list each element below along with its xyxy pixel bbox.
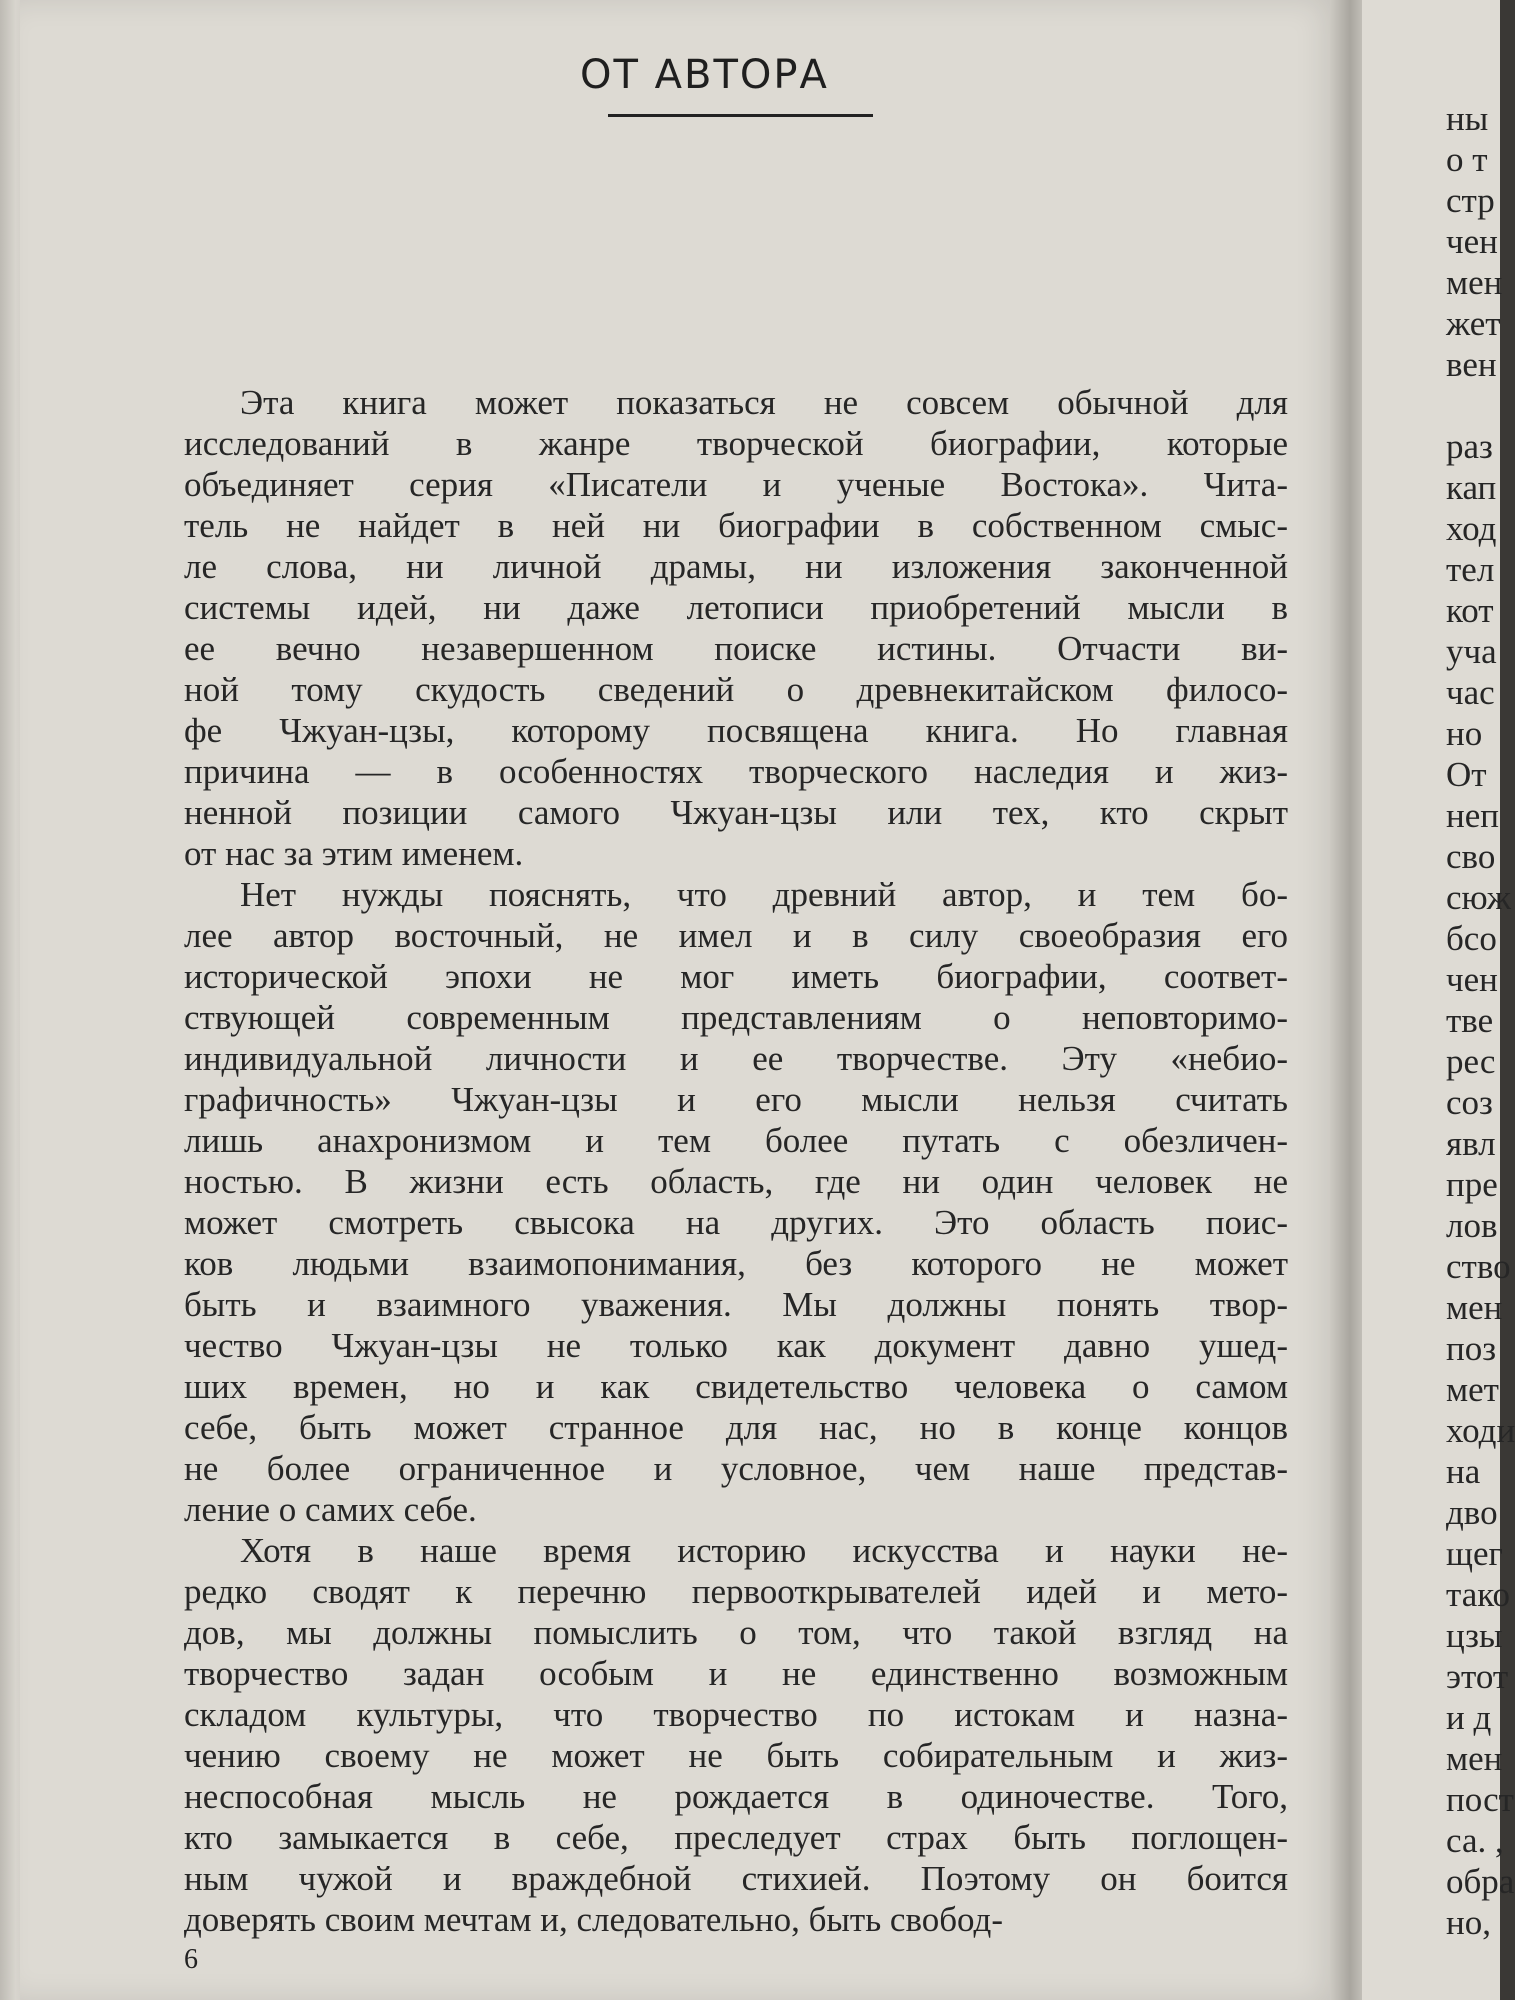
right-page-fragment: но, [1446,1903,1491,1942]
right-page-fragment: кап [1446,468,1497,507]
text-line: себе, быть может странное для нас, но в конце концов [184,1408,1288,1447]
text-line: причина — в особенностях творческого наследия и жиз- [184,752,1288,791]
text-line: ным чужой и враждебной стихией. Поэтому он боится [184,1859,1288,1898]
text-line: от нас за этим именем. [184,834,524,873]
right-page-fragment: поз [1446,1329,1497,1368]
right-page-fragment: бсо [1446,919,1497,958]
right-page-fragment: щег [1446,1534,1503,1573]
right-page-fragment: ход [1446,509,1497,548]
text-line: неспособная мысль не рождается в одиночестве. Того, [184,1777,1288,1816]
right-page-fragment: тве [1446,1001,1494,1040]
body-text [184,382,1288,1940]
page-number: 6 [184,1944,198,1975]
right-page-fragment: и д [1446,1698,1492,1737]
text-line: ее вечно незавершенном поиске истины. Отчасти ви- [184,629,1288,668]
right-page-fragment: са. , [1446,1821,1504,1860]
title-underline [608,114,873,117]
right-page-fragment: стр [1446,181,1495,220]
text-line: ление о самих себе. [184,1490,477,1529]
right-page-fragment: жет [1446,304,1501,343]
text-line: ствующей современным представлениям о неповторимо- [184,998,1288,1037]
right-page-fragment: кот [1446,591,1494,630]
right-page-fragment: мен [1446,1739,1503,1778]
text-line: может смотреть свысока на других. Это область поис- [184,1203,1288,1242]
text-line: ле слова, ни личной драмы, ни изложения законченной [184,547,1288,586]
text-line: исследований в жанре творческой биографии, которые [184,424,1288,463]
text-line: кто замыкается в себе, преследует страх быть поглощен- [184,1818,1288,1857]
text-line: ненной позиции самого Чжуан-цзы или тех, кто скрыт [184,793,1288,832]
text-line: тель не найдет в ней ни биографии в собственном смыс- [184,506,1288,545]
right-page-fragment: час [1446,673,1495,712]
text-line: не более ограниченное и условное, чем наше представ- [184,1449,1288,1488]
right-page-fragment: этот [1446,1657,1509,1696]
right-page-fragment: ство [1446,1247,1511,1286]
right-page-fragment: мет [1446,1370,1499,1409]
right-page-fragment: обра [1446,1862,1515,1901]
right-page-fragment: сюж [1446,878,1511,917]
right-page-fragment: тел [1446,550,1495,589]
right-page-fragment: неп [1446,796,1499,835]
text-line: лишь анахронизмом и тем более путать с обезличен- [184,1121,1288,1160]
right-page-fragment: ходи [1446,1411,1515,1450]
text-line: редко сводят к перечню первооткрывателей идей и мето- [184,1572,1288,1611]
right-page-fragment [1446,385,1515,426]
text-line: ков людьми взаимопонимания, без которого не может [184,1244,1288,1283]
text-line: лее автор восточный, не имел и в силу своеобразия его [184,916,1288,955]
right-page-fragment: о т [1446,140,1488,179]
right-page-fragment: на [1446,1452,1481,1491]
left-page [20,0,1342,2000]
text-line: быть и взаимного уважения. Мы должны понять твор- [184,1285,1288,1324]
text-line: доверять своим мечтам и, следовательно, быть свобод- [184,1900,1003,1939]
text-line: графичность» Чжуан-цзы и его мысли нельзя считать [184,1080,1288,1119]
text-line: чество Чжуан-цзы не только как документ давно ушед- [184,1326,1288,1365]
right-page-fragment: рес [1446,1042,1496,1081]
right-page-fragment: тако [1446,1575,1510,1614]
text-line: Хотя в наше время историю искусства и науки не- [240,1531,1288,1570]
right-page-fragment: но [1446,714,1483,753]
right-page-fragment: лов [1446,1206,1498,1245]
right-page-fragment: мен [1446,263,1503,302]
text-line: творчество задан особым и не единственно возможным [184,1654,1288,1693]
right-page-fragment: пре [1446,1165,1498,1204]
text-line: исторической эпохи не мог иметь биографии, соответ- [184,957,1288,996]
text-line: системы идей, ни даже летописи приобретений мысли в [184,588,1288,627]
right-page-fragment: дво [1446,1493,1498,1532]
text-line: Эта книга может показаться не совсем обычной для [240,383,1288,422]
text-line: ной тому скудость сведений о древнекитайском филосо- [184,670,1288,709]
right-page-fragment: явл [1446,1124,1496,1163]
text-line: ностью. В жизни есть область, где ни один человек не [184,1162,1288,1201]
page-title: ОТ АВТОРА [580,52,829,98]
right-page-fragment: мен [1446,1288,1503,1327]
text-line: Нет нужды пояснять, что древний автор, и тем бо- [240,875,1288,914]
text-line: фе Чжуан-цзы, которому посвящена книга. Но главная [184,711,1288,750]
right-page-fragment: уча [1446,632,1497,671]
right-page-fragment: ны [1446,99,1489,138]
right-page-fragment: цзы [1446,1616,1503,1655]
right-page-fragment: пост [1446,1780,1514,1819]
right-page-fragment: чен [1446,960,1498,999]
text-line: дов, мы должны помыслить о том, что такой взгляд на [184,1613,1288,1652]
text-line: объединяет серия «Писатели и ученые Востока». Чита- [184,465,1288,504]
text-line: ших времен, но и как свидетельство человека о самом [184,1367,1288,1406]
right-page-fragment: раз [1446,427,1493,466]
right-page-fragments [1446,98,1515,1943]
right-page-fragment: чен [1446,222,1498,261]
right-page-fragment: сво [1446,837,1496,876]
right-page-fragment: вен [1446,345,1497,384]
right-page-fragment: соз [1446,1083,1493,1122]
text-line: чению своему не может не быть собирательным и жиз- [184,1736,1288,1775]
text-line: индивидуальной личности и ее творчестве. Эту «небио- [184,1039,1288,1078]
text-line: складом культуры, что творчество по истокам и назна- [184,1695,1288,1734]
right-page-fragment: От [1446,755,1487,794]
